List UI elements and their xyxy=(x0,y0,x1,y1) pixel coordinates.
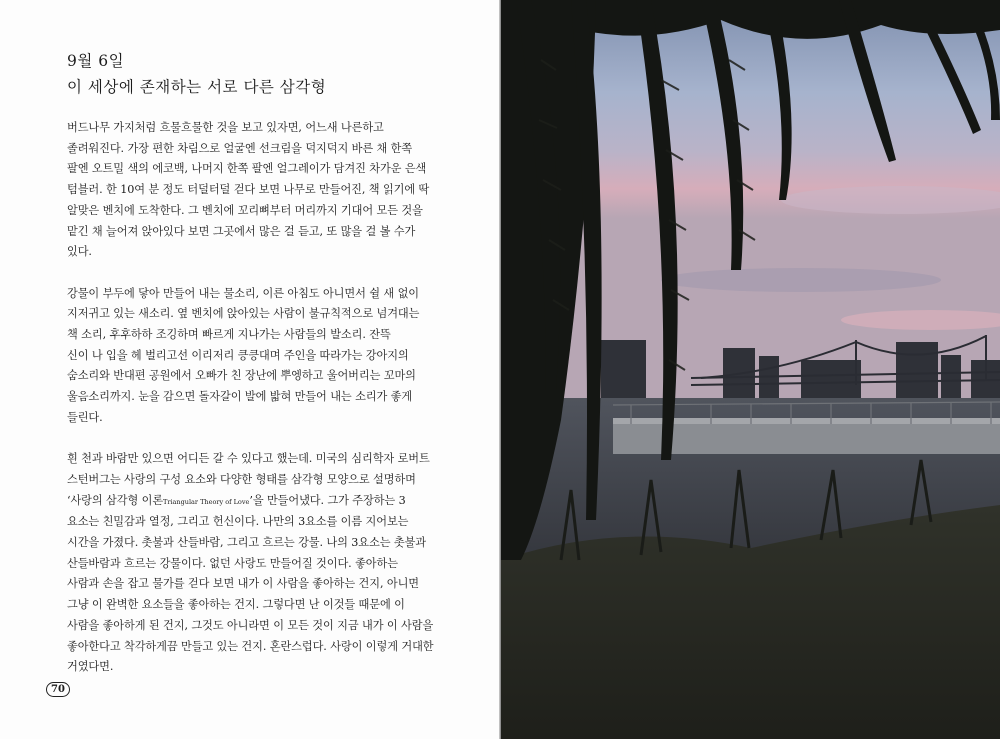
page-number: 70 xyxy=(46,682,70,697)
text-line: 사람을 좋아하게 된 건지, 그것도 아니라면 이 모든 것이 지금 내가 이 사람을 xyxy=(67,618,434,632)
text-line: 맡긴 채 늘어져 앉아있다 보면 그곳에서 많은 걸 듣고, 또 많을 걸 볼 수가 xyxy=(67,224,416,238)
text-line: 졸려워진다. 가장 편한 차림으로 얼굴엔 선크림을 덕지덕지 바른 채 한쪽 xyxy=(67,141,413,155)
text-line: 시간을 가졌다. 촛불과 산들바람, 그리고 흐르는 강물. 나의 3요소는 촛불과 xyxy=(67,536,427,550)
text-line: 버드나무 가지처럼 흐물흐물한 것을 보고 있자면, 어느새 나른하고 xyxy=(67,121,384,134)
text-line: 지저귀고 있는 새소리. 옆 벤치에 앉아있는 사람이 불규칙적으로 넘겨대는 xyxy=(67,307,420,321)
paragraph-2 xyxy=(67,284,437,429)
text-line: 신이 나 입을 헤 벌리고선 이리저리 킁킁대며 주인을 따라가는 강아지의 xyxy=(67,348,409,362)
english-term: Triangular Theory of Love xyxy=(163,497,250,506)
text-line: 요소는 친밀감과 열정, 그리고 헌신이다. 나만의 3요소를 이름 지어보는 xyxy=(67,515,409,529)
text-line: 들린다. xyxy=(67,410,103,424)
text-line: 그냥 이 완벽한 요소들을 좋아하는 건지. 그렇다면 난 이것들 때문에 이 xyxy=(67,598,405,612)
text-line: 좋아한다고 착각하게끔 만들고 있는 건지. 혼란스럽다. 사랑이 이렇게 거대한 xyxy=(67,639,434,653)
paragraph-3 xyxy=(67,449,437,678)
text-line: 산들바람과 흐르는 강물이다. 없던 사랑도 만들어질 것이다. 좋아하는 xyxy=(67,556,398,570)
text-line: 팔엔 오트밀 색의 에코백, 나머지 한쪽 팔엔 얼그레이가 담겨진 차가운 은색 xyxy=(67,162,427,176)
text-line: 흰 천과 바람만 있으면 어디든 갈 수 있다고 했는데. 미국의 심리학자 로버트 xyxy=(67,452,430,466)
text-line: 스턴버그는 사랑의 구성 요소와 다양한 형태를 삼각형 모양으로 설명하며 xyxy=(67,472,416,486)
text-line: 있다. xyxy=(67,245,92,259)
text-segment: ’을 만들어냈다. 그가 주장하는 3 xyxy=(249,493,406,507)
text-line: 거였다면. xyxy=(67,660,114,674)
text-line: 책 소리, 후후하하 조깅하며 빠르게 지나가는 사람들의 발소리. 잔뜩 xyxy=(67,328,391,342)
text-line: 사람과 손을 잡고 물가를 걷다 보면 내가 이 사람을 좋아하는 건지, 아니면 xyxy=(67,577,419,591)
entry-date: 9월 6일 xyxy=(67,52,125,70)
text-line: 텀블러. 한 10여 분 정도 터덜터덜 걷다 보면 나무로 만들어진, 책 읽기에 딱 xyxy=(67,183,430,197)
cloud xyxy=(661,268,941,292)
text-line: 울음소리까지. 눈을 감으면 돌자갈이 발에 밟혀 만들어 내는 소리가 좋게 xyxy=(67,390,413,404)
text-segment: ‘사랑의 삼각형 이론 xyxy=(67,493,164,507)
willow-river-photo xyxy=(501,0,1000,739)
paragraph-1 xyxy=(67,118,437,263)
text-line: 숨소리와 반대편 공원에서 오빠가 친 장난에 뿌엥하고 울어버리는 꼬마의 xyxy=(67,369,416,383)
body-text xyxy=(67,118,437,699)
text-line: 알맞은 벤치에 도착한다. 그 벤치에 꼬리뼈부터 머리까지 기대어 모든 것을 xyxy=(67,203,423,217)
text-line xyxy=(67,491,437,513)
text-line: 강물이 부두에 닿아 만들어 내는 물소리, 이른 아침도 아니면서 쉴 새 없이 xyxy=(67,286,419,300)
entry-title: 이 세상에 존재하는 서로 다른 삼각형 xyxy=(67,78,327,96)
